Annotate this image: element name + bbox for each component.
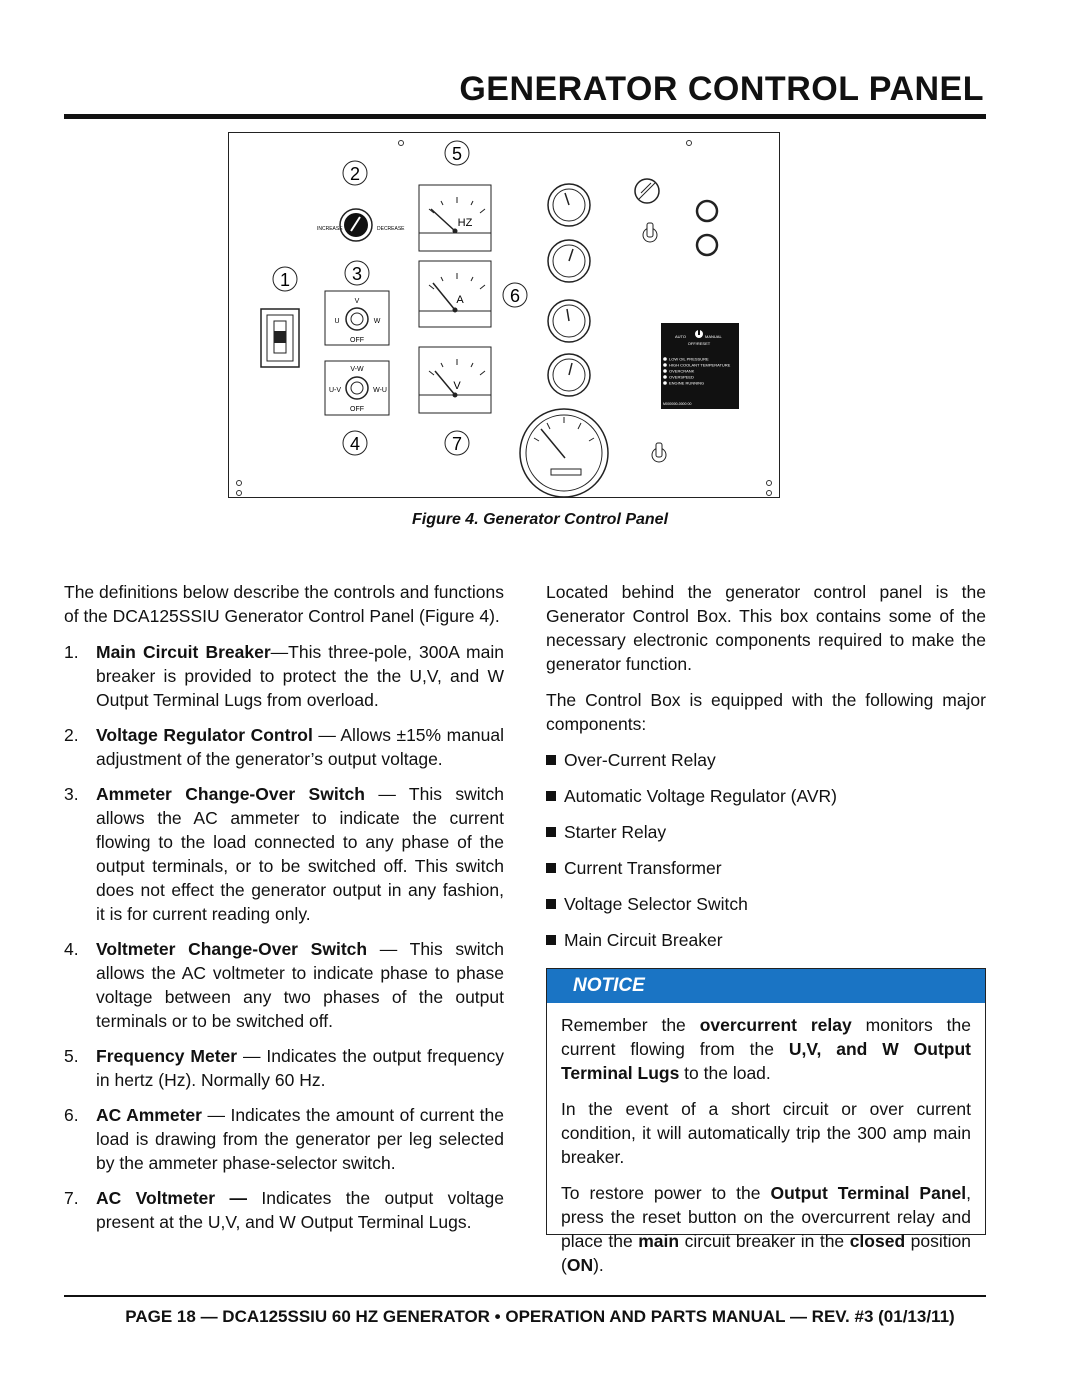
definition-item [64,640,504,712]
item-number: 3. [64,784,79,804]
figure-caption: Figure 4. Generator Control Panel [411,511,669,528]
item-text: —This three-pole, 300A main breaker is provided to protect the the U,V, and W Output Terminal Lugs from overload. [96,642,504,710]
svg-text:U-V: U-V [328,387,342,394]
svg-text:OFF/RESET: OFF/RESET [687,341,711,346]
notice-paragraph: In the event of a short circuit or over current condition, it will automatically trip the 300 amp main breaker. [561,1099,971,1167]
svg-text:ENGINE RUNNING: ENGINE RUNNING [669,380,705,386]
item-text: — Indicates the output frequency in hertz (Hz). Normally 60 Hz. [96,1046,504,1090]
fuse-holder [697,235,717,255]
item-number: 4. [64,939,79,959]
main-circuit-breaker [261,309,299,367]
control-panel-drawing [229,133,781,499]
component-bullet: Over-Current Relay [546,748,986,772]
item-text: — Allows ±15% manual adjustment of the generator’s output voltage. [96,725,505,769]
svg-text:LOW OIL PRESSURE: LOW OIL PRESSURE [669,356,709,362]
item-number: 7. [64,1188,79,1208]
notice-header [547,969,985,1003]
svg-text:U: U [334,318,340,325]
notice-box [546,968,986,1275]
callout-3 [345,261,369,285]
notice-paragraph: To restore power to the Output Terminal Panel, press the reset button on the overcurrent relay and place the main circuit breaker in the closed position (ON). [561,1183,972,1275]
svg-text:OFF: OFF [350,337,364,344]
fuse-holder [697,201,717,221]
component-bullet: Automatic Voltage Regulator (AVR) [546,784,986,808]
frequency-meter [419,185,491,251]
definition-item [64,1044,504,1092]
toggle-switch [643,223,657,242]
item-number: 5. [64,1046,79,1066]
svg-text:DECREASE: DECREASE [377,226,405,232]
callout-7 [445,431,469,455]
svg-text:6: 6 [509,286,521,306]
ac-ammeter [419,261,491,327]
toggle-switch [652,443,666,462]
svg-text:A: A [456,294,464,306]
svg-text:1: 1 [279,270,291,290]
square-bullet-icon [546,863,556,873]
notice-heading: NOTICE [573,975,645,996]
svg-text:2: 2 [349,164,361,184]
svg-text:MANUAL: MANUAL [705,334,722,339]
svg-text:W: W [373,318,381,325]
svg-text:INCREASE: INCREASE [317,226,343,232]
square-bullet-icon [546,755,556,765]
definition-item [64,1103,504,1175]
item-term: Main Circuit Breaker [96,642,271,662]
svg-text:W-U: W-U [373,387,387,394]
item-text: Indicates the output voltage present at the U,V, and W Output Terminal Lugs. [96,1188,505,1232]
svg-text:M000000-0000 00: M000000-0000 00 [663,402,692,406]
square-bullet-icon [546,827,556,837]
callout-2 [343,161,367,185]
item-term: Ammeter Change-Over Switch [96,784,365,804]
mount-hole [767,481,772,486]
component-bullet: Voltage Selector Switch [546,892,986,916]
callout-5 [445,141,469,165]
engine-control-module [661,323,739,409]
svg-text:OVERCRANK: OVERCRANK [669,368,695,374]
voltmeter-change-over-switch [325,361,389,415]
footer-rule [64,1295,986,1297]
callout-1 [273,267,297,291]
callout-6 [503,283,527,307]
item-text: — Indicates the amount of current the load is drawing from the generator per leg selected by the ammeter phase-selector switch. [96,1105,504,1173]
svg-text:V: V [354,298,360,305]
svg-text:4: 4 [349,434,361,454]
svg-text:OFF: OFF [350,406,364,413]
tachometer [520,409,608,497]
item-text: — This switch allows the AC ammeter to indicate the current flowing to the load connected to any phase of the output terminals, or to be switched off. This switch does not effect the generator output in any fashion, it is for current reading only. [96,784,505,924]
mount-hole [687,141,692,146]
item-number: 1. [64,642,79,662]
panel-lamp [635,179,659,203]
header-rule [64,114,986,119]
control-panel-figure [228,132,780,498]
item-term: AC Voltmeter — [96,1188,247,1208]
svg-text:OVERSPEED: OVERSPEED [669,374,694,380]
control-box-paragraph: Located behind the generator control panel is the Generator Control Box. This box contains some of the necessary electronic components required to make the generator function. [546,582,986,674]
svg-text:V-W: V-W [350,366,364,373]
mount-hole [237,491,242,496]
ac-voltmeter [419,347,491,413]
svg-text:HIGH COOLANT TEMPERATURE: HIGH COOLANT TEMPERATURE [669,362,731,368]
definitions-column [64,580,504,1245]
definition-item [64,937,504,1033]
definition-item [64,782,504,926]
component-bullet: Main Circuit Breaker [546,928,986,952]
definition-item [64,1186,504,1234]
control-box-column [546,580,986,964]
component-bullet: Current Transformer [546,856,986,880]
notice-body [547,1003,985,1277]
mount-hole [237,481,242,486]
callout-4 [343,431,367,455]
svg-text:7: 7 [451,434,463,454]
definition-item [64,723,504,771]
mount-hole [399,141,404,146]
item-number: 2. [64,725,79,745]
item-term: Voltage Regulator Control [96,725,313,745]
item-text: — This switch allows the AC voltmeter to indicate phase to phase voltage between any two phases of the output terminals or to be switched off. [96,939,504,1031]
square-bullet-icon [546,791,556,801]
item-term: Voltmeter Change-Over Switch [96,939,368,959]
item-term: AC Ammeter [96,1105,202,1125]
page-title: GENERATOR CONTROL PANEL [459,70,984,108]
svg-text:HZ: HZ [457,217,473,229]
svg-text:3: 3 [351,264,363,284]
intro-paragraph: The definitions below describe the controls and functions of the DCA125SSIU Generator Control Panel (Figure 4). [64,582,504,626]
item-number: 6. [64,1105,79,1125]
square-bullet-icon [546,935,556,945]
svg-text:5: 5 [451,144,463,164]
components-intro: The Control Box is equipped with the following major components: [546,690,986,734]
notice-paragraph: Remember the overcurrent relay monitors the current flowing from the U,V, and W Output Terminal Lugs to the load. [561,1015,971,1083]
svg-text:V: V [453,380,461,392]
page-footer: PAGE 18 — DCA125SSIU 60 HZ GENERATOR • OPERATION AND PARTS MANUAL — REV. #3 (01/13/11) [125,1307,955,1326]
mount-hole [767,491,772,496]
svg-text:AUTO: AUTO [675,334,687,339]
square-bullet-icon [546,899,556,909]
engine-gauges [548,184,590,396]
item-term: Frequency Meter [96,1046,238,1066]
voltage-regulator-knob [317,209,405,241]
ammeter-change-over-switch [325,291,389,345]
component-bullet: Starter Relay [546,820,986,844]
